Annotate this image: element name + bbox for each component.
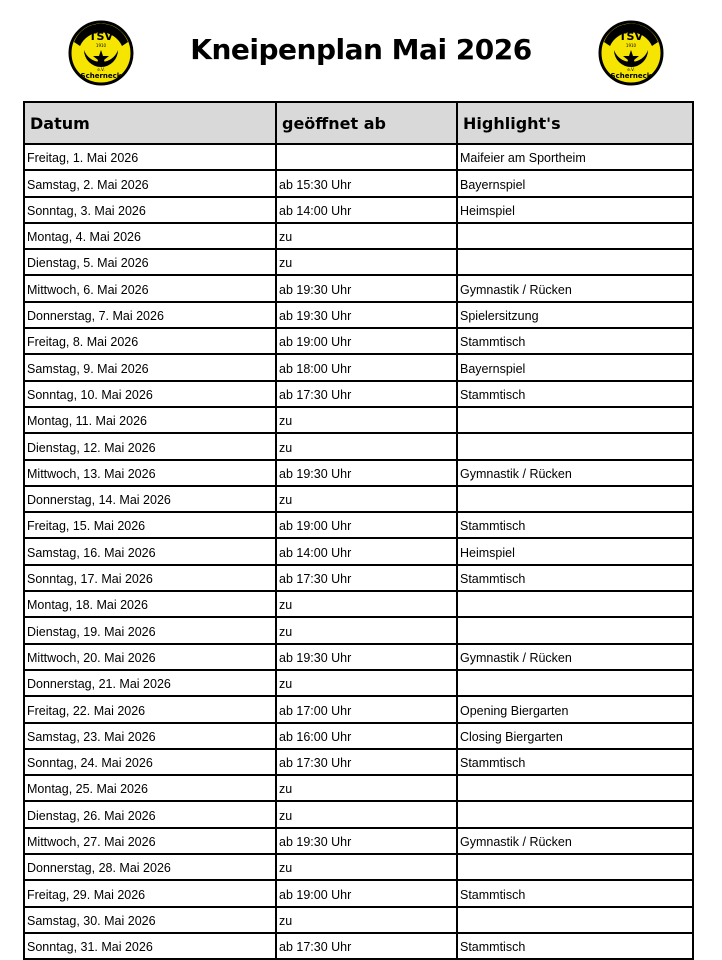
cell-highlight [457,249,693,275]
logo-text-year: 1910 [625,43,637,48]
cell-opening-time: ab 17:00 Uhr [276,696,457,722]
table-row [24,775,693,801]
table-row [24,197,693,223]
table-row [24,486,693,512]
cell-date: Donnerstag, 14. Mai 2026 [24,486,276,512]
table-row [24,433,693,459]
table-row [24,565,693,591]
table-row [24,801,693,827]
cell-opening-time: zu [276,249,457,275]
cell-highlight [457,407,693,433]
cell-date: Sonntag, 3. Mai 2026 [24,197,276,223]
cell-date: Donnerstag, 7. Mai 2026 [24,302,276,328]
table-row [24,644,693,670]
cell-date: Freitag, 22. Mai 2026 [24,696,276,722]
cell-date: Samstag, 16. Mai 2026 [24,538,276,564]
table-row [24,407,693,433]
cell-date: Freitag, 1. Mai 2026 [24,144,276,170]
cell-date: Sonntag, 10. Mai 2026 [24,381,276,407]
cell-highlight [457,775,693,801]
cell-highlight [457,591,693,617]
cell-highlight: Gymnastik / Rücken [457,644,693,670]
cell-opening-time: ab 17:30 Uhr [276,933,457,959]
table-row [24,170,693,196]
cell-date: Samstag, 30. Mai 2026 [24,907,276,933]
cell-highlight: Spielersitzung [457,302,693,328]
table-row [24,854,693,880]
cell-date: Dienstag, 19. Mai 2026 [24,617,276,643]
cell-date: Montag, 11. Mai 2026 [24,407,276,433]
cell-date: Dienstag, 5. Mai 2026 [24,249,276,275]
page-title: Kneipenplan Mai 2026 [190,33,532,66]
logo-text-bottom: Scherneck [80,72,122,80]
cell-date: Donnerstag, 21. Mai 2026 [24,670,276,696]
cell-date: Sonntag, 24. Mai 2026 [24,749,276,775]
cell-date: Freitag, 15. Mai 2026 [24,512,276,538]
header-datum: Datum [24,102,276,144]
table-row [24,460,693,486]
table-row [24,933,693,959]
table-row [24,828,693,854]
cell-opening-time: ab 17:30 Uhr [276,381,457,407]
cell-highlight: Gymnastik / Rücken [457,275,693,301]
cell-highlight: Stammtisch [457,749,693,775]
cell-opening-time: ab 16:00 Uhr [276,723,457,749]
header-highlights: Highlight's [457,102,693,144]
cell-highlight: Stammtisch [457,328,693,354]
cell-highlight: Bayernspiel [457,170,693,196]
cell-opening-time: ab 19:00 Uhr [276,512,457,538]
cell-date: Freitag, 29. Mai 2026 [24,880,276,906]
cell-highlight: Opening Biergarten [457,696,693,722]
table-row [24,670,693,696]
cell-highlight: Gymnastik / Rücken [457,828,693,854]
cell-highlight: Gymnastik / Rücken [457,460,693,486]
cell-highlight: Maifeier am Sportheim [457,144,693,170]
table-row [24,617,693,643]
cell-date: Mittwoch, 27. Mai 2026 [24,828,276,854]
table-row [24,538,693,564]
cell-highlight: Stammtisch [457,880,693,906]
cell-opening-time: ab 19:00 Uhr [276,880,457,906]
table-row [24,749,693,775]
table-header-row [24,102,693,144]
cell-opening-time: zu [276,486,457,512]
logo-text-top: TSV [89,30,113,43]
cell-opening-time: zu [276,670,457,696]
cell-highlight: Heimspiel [457,538,693,564]
cell-highlight: Heimspiel [457,197,693,223]
cell-date: Samstag, 23. Mai 2026 [24,723,276,749]
table-row [24,907,693,933]
logo-text-top: TSV [619,30,643,43]
cell-highlight [457,907,693,933]
cell-opening-time: zu [276,433,457,459]
cell-highlight [457,617,693,643]
table-row [24,354,693,380]
table-row [24,328,693,354]
cell-date: Montag, 4. Mai 2026 [24,223,276,249]
cell-opening-time: ab 19:30 Uhr [276,828,457,854]
cell-date: Dienstag, 26. Mai 2026 [24,801,276,827]
cell-opening-time: ab 19:30 Uhr [276,460,457,486]
cell-opening-time: ab 19:30 Uhr [276,302,457,328]
cell-highlight: Closing Biergarten [457,723,693,749]
table-row [24,723,693,749]
cell-highlight: Stammtisch [457,565,693,591]
cell-date: Samstag, 9. Mai 2026 [24,354,276,380]
cell-opening-time: zu [276,801,457,827]
cell-opening-time: zu [276,907,457,933]
cell-opening-time: zu [276,617,457,643]
cell-opening-time: zu [276,591,457,617]
table-row [24,880,693,906]
schedule-table [23,101,694,960]
cell-opening-time: ab 19:00 Uhr [276,328,457,354]
cell-date: Sonntag, 17. Mai 2026 [24,565,276,591]
logo-text-suffix: e.V. [97,67,105,72]
cell-opening-time: ab 14:00 Uhr [276,197,457,223]
cell-opening-time: zu [276,775,457,801]
cell-highlight: Stammtisch [457,512,693,538]
cell-highlight [457,670,693,696]
cell-opening-time: ab 18:00 Uhr [276,354,457,380]
cell-highlight [457,486,693,512]
cell-opening-time: ab 17:30 Uhr [276,749,457,775]
cell-highlight [457,223,693,249]
cell-date: Dienstag, 12. Mai 2026 [24,433,276,459]
cell-date: Mittwoch, 13. Mai 2026 [24,460,276,486]
cell-date: Samstag, 2. Mai 2026 [24,170,276,196]
club-logo-right [598,20,664,86]
cell-opening-time: zu [276,407,457,433]
logo-text-bottom: Scherneck [610,72,652,80]
cell-opening-time: zu [276,854,457,880]
cell-opening-time: ab 15:30 Uhr [276,170,457,196]
cell-date: Sonntag, 31. Mai 2026 [24,933,276,959]
cell-highlight: Bayernspiel [457,354,693,380]
table-row [24,223,693,249]
table-row [24,275,693,301]
cell-opening-time: ab 14:00 Uhr [276,538,457,564]
cell-opening-time [276,144,457,170]
table-row [24,381,693,407]
cell-opening-time: zu [276,223,457,249]
table-row [24,591,693,617]
cell-date: Mittwoch, 20. Mai 2026 [24,644,276,670]
cell-opening-time: ab 17:30 Uhr [276,565,457,591]
cell-date: Freitag, 8. Mai 2026 [24,328,276,354]
cell-date: Donnerstag, 28. Mai 2026 [24,854,276,880]
cell-highlight [457,854,693,880]
table-row [24,696,693,722]
table-row [24,249,693,275]
table-row [24,512,693,538]
logo-text-year: 1910 [95,43,107,48]
cell-opening-time: ab 19:30 Uhr [276,644,457,670]
logo-text-suffix: e.V. [627,67,635,72]
table-row [24,302,693,328]
cell-highlight [457,801,693,827]
cell-highlight [457,433,693,459]
cell-highlight: Stammtisch [457,381,693,407]
cell-highlight: Stammtisch [457,933,693,959]
cell-date: Montag, 18. Mai 2026 [24,591,276,617]
table-row [24,144,693,170]
header-geoeffnet-ab: geöffnet ab [276,102,457,144]
cell-date: Mittwoch, 6. Mai 2026 [24,275,276,301]
cell-opening-time: ab 19:30 Uhr [276,275,457,301]
cell-date: Montag, 25. Mai 2026 [24,775,276,801]
